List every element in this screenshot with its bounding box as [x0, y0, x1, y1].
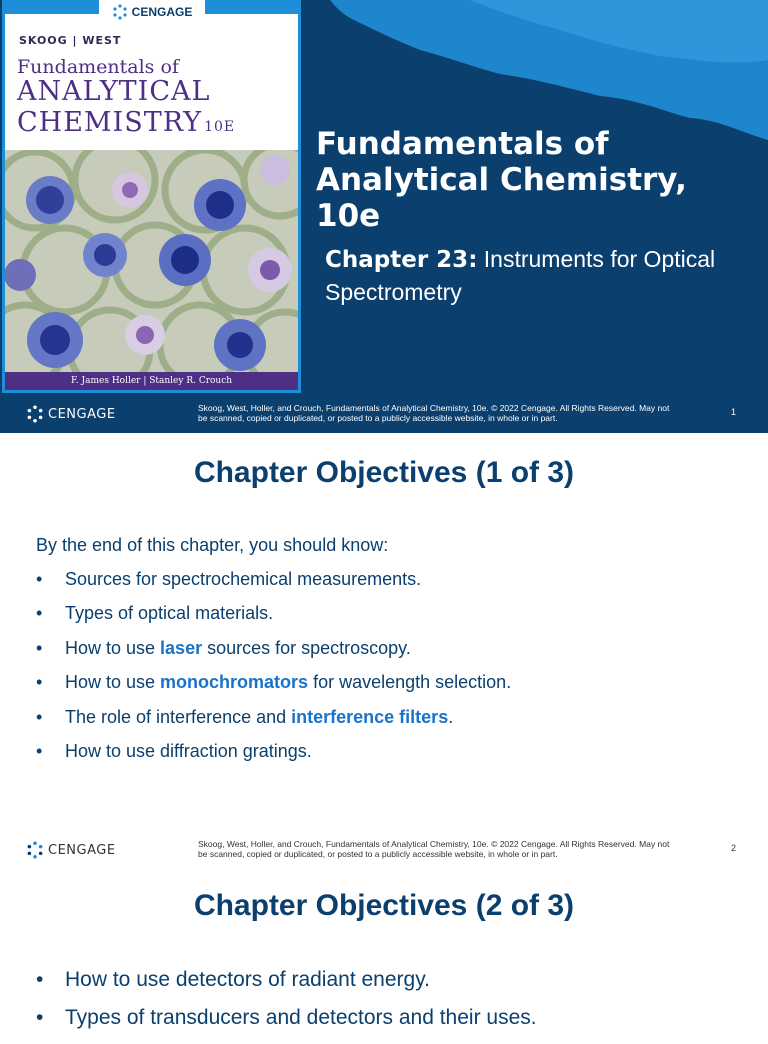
- presentation-title: Fundamentals of Analytical Chemistry, 10e: [316, 126, 687, 234]
- bullet-glyph: •: [36, 706, 43, 727]
- cengage-dots-icon: [112, 4, 128, 20]
- book-publisher-badge: [99, 0, 205, 24]
- copyright-notice: Skoog, West, Holler, and Crouch, Fundamentals of Analytical Chemistry, 10e. © 2022 Cengage. All Rights Reserved. May not be scanned, copied or duplicated, or posted to a publicly accessible website, in whole or in part.: [198, 403, 670, 423]
- bullet-text-after: .: [448, 706, 454, 727]
- book-title-line3-text: CHEMISTRY: [17, 107, 203, 138]
- bullet-text-after: for wavelength selection.: [308, 672, 512, 693]
- book-title-line1: Fundamentals of: [17, 56, 179, 78]
- slide-footer: [0, 831, 768, 871]
- list-item: [36, 741, 511, 775]
- book-author-bar: F. James Holler | Stanley R. Crouch: [5, 372, 298, 390]
- keyword-link-monochromators[interactable]: monochromators: [160, 672, 309, 693]
- keyword-link-laser[interactable]: laser: [160, 637, 203, 658]
- bullet-glyph: •: [36, 672, 43, 693]
- copyright-notice: Skoog, West, Holler, and Crouch, Fundamentals of Analytical Chemistry, 10e. © 2022 Cengage. All Rights Reserved. May not be scanned, copied or duplicated, or posted to a publicly accessible website, in whole or in part.: [198, 839, 670, 859]
- cengage-logo-text: CENGAGE: [48, 406, 116, 422]
- book-edition: 10E: [204, 119, 236, 135]
- bullet-glyph: •: [36, 637, 43, 658]
- book-title-line3: [17, 107, 235, 138]
- objectives-intro: By the end of this chapter, you should know:: [36, 535, 389, 555]
- list-item: [36, 569, 511, 603]
- bullet-text-after: sources for spectroscopy.: [202, 637, 411, 658]
- bullet-text: Sources for spectrochemical measurements.: [65, 569, 422, 589]
- cengage-logo: [26, 405, 116, 423]
- objectives-list: [36, 569, 511, 775]
- bullet-text: The role of interference and: [65, 706, 292, 727]
- objectives-list: [36, 968, 537, 1044]
- bullet-text: How to use diffraction gratings.: [65, 740, 312, 761]
- book-authors: SKOOG | WEST: [19, 34, 122, 47]
- book-cover: [2, 0, 301, 393]
- list-item: [36, 707, 511, 741]
- bullet-text: How to use: [65, 637, 161, 658]
- slide-number: 1: [731, 407, 737, 417]
- bullet-text: Types of optical materials.: [65, 603, 274, 624]
- title-slide: [0, 0, 768, 433]
- book-publisher-name: CENGAGE: [131, 5, 193, 19]
- chapter-label: Chapter 23:: [325, 247, 478, 273]
- book-cover-inner: [5, 14, 298, 390]
- bullet-glyph: •: [36, 603, 43, 624]
- cengage-logo: [26, 841, 116, 859]
- list-item: [36, 603, 511, 637]
- cengage-dots-icon: [26, 841, 44, 859]
- cengage-dots-icon: [26, 405, 44, 423]
- slide-title: Chapter Objectives (2 of 3): [193, 889, 575, 922]
- list-item: [36, 968, 537, 1006]
- book-title-area: [5, 14, 298, 150]
- bullet-glyph: •: [36, 569, 43, 589]
- bullet-text: How to use detectors of radiant energy.: [65, 968, 430, 991]
- list-item: [36, 672, 511, 706]
- chapter-subtitle: [325, 243, 745, 308]
- list-item: [36, 1006, 537, 1044]
- book-cover-art: [5, 150, 298, 372]
- bullet-glyph: •: [36, 968, 44, 991]
- slide-footer: [0, 395, 768, 433]
- book-title-line2: ANALYTICAL: [17, 76, 211, 107]
- chapter-name: Instruments for Optical Spectrometry: [325, 246, 716, 305]
- bullet-text: Types of transducers and detectors and their uses.: [65, 1006, 537, 1029]
- bullet-glyph: •: [36, 740, 43, 761]
- slide-number: 2: [731, 843, 737, 853]
- keyword-link-interference-filters[interactable]: interference filters: [291, 706, 449, 727]
- bullet-text: How to use: [65, 672, 161, 693]
- bullet-glyph: •: [36, 1006, 44, 1029]
- cengage-logo-text: CENGAGE: [48, 842, 116, 858]
- list-item: [36, 638, 511, 672]
- slide-title: Chapter Objectives (1 of 3): [193, 456, 575, 489]
